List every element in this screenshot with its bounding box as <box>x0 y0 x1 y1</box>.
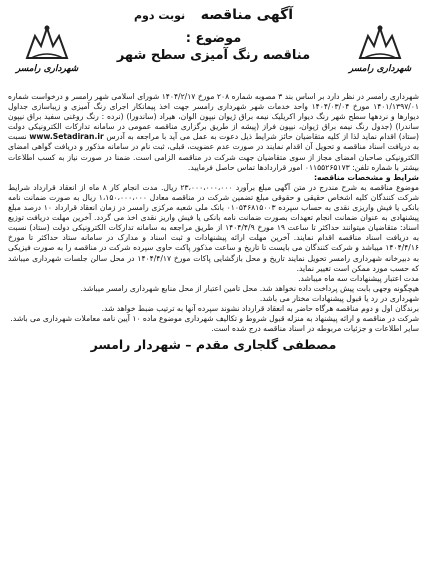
municipality-logo-right <box>341 22 419 82</box>
prepayment-paragraph: هیچگونه وجهی بابت پیش پرداخت داده نخواهد شد. محل تامین اعتبار از محل منابع شهرداری رامسر میباشد. <box>80 283 419 293</box>
validity-paragraph: مدت اعتبار پیشنهادات سه ماه میباشد. <box>298 273 419 283</box>
intro-text: شهرداری رامسر در نظر دارد بر اساس بند ۳ مصوبه شماره ۲۰۸ مورخ ۱۴۰۴/۲/۱۷ شورای اسلامی شهر رامسر و درخواست شماره ۱۴۰۱/۱۳۹۷/۰۱ مورخ ۱۴۰۴/۰۳/۰۴ واحد خدمات شهر شهرداری رامسر جهت اخذ پیمانکار اجرای رنگ آمیزی و زیباسازی جداول دیوارها و نردهها سطح شهر رنگ دیوار اکریلیک نیمه براق ژیوان نیپون الوان، هیراد (ساندورا) (نرده : رنگ روغنی سفید براق نیپون ساندرا) (جدول رنگ نیمه براق ژیوان، نیپون فراز (پیشه از طریق برگزاری مناقصه عمومی در سامانه تدارکات الکترونیکی دولت (ستاد) اقدام نماید لذا از کلیه متقاضیان حائز شرایط ذیل دعوت به عمل می آید با مراجعه به آدرس <box>8 92 420 142</box>
mayor-signature: مصطفی گلجاری مقدم – شهردار رامسر <box>90 337 337 353</box>
acceptance-paragraph: شرکت در مناقصه و ارائه پیشنهاد به منزله قبول شروط و تکالیف شهرداری موضوع ماده ۱۰ آیین نامه معاملات شهرداری می باشد. <box>10 314 419 324</box>
notice-round: نوبت دوم <box>133 9 186 22</box>
intro-text-continued: نسبت به دریافت اسناد مناقصه و تحویل آن اقدام نمایند در صورت عدم عضویت، قبلی، ثبت نام در سامانه مذکور و دریافت گواهی امضای الکترونیکی صاحبان امضای مجاز از سوی متقاضیان جهت شرکت در مناقصه الزامی است. ضمنا در صورت نیاز به کسب اطلاعات بیشتر با شماره تلفن: ۰۱۱۵۵۲۶۵۱۷۳ امور قراردادها تماس حاصل فرمایید. <box>8 132 419 172</box>
notice-title: آگهی مناقصه <box>200 7 294 23</box>
title-row <box>8 4 419 23</box>
forfeit-paragraph: برندگان اول و دوم مناقصه هرگاه حاضر به انعقاد قرارداد نشوند سپرده آنها به ترتیب ضبط خواهد شد. <box>101 303 419 313</box>
notice-header <box>8 4 419 92</box>
municipality-logo-text: شهرداری رامسر <box>15 64 79 74</box>
subject-title: مناقصه رنگ آمیزی سطح شهر <box>116 48 311 63</box>
municipality-emblem-icon <box>23 22 71 62</box>
setad-website-link[interactable]: www.Setadiran.ir <box>29 132 104 142</box>
conditions-paragraph: موضوع مناقصه به شرح مندرج در متن آگهی مبلغ برآورد ۲۳،۰۰۰،۰۰۰،۰۰۰ ریال. مدت انجام کار ۸ ماه از انعقاد قرارداد شرایط شرکت کنندگان کلیه اشخاص حقیقی و حقوقی مبلغ تضمین شرکت در مناقصه معادل ۱،۱۵۰،۰۰۰،۰۰۰ ریال به صورت ضمانت نامه بانکی یا فیش واریزی نقدی به حساب سپرده ۰۱۰۵۴۶۸۱۵۰۰۳ بانک ملی شعبه مرکزی رامسر در زمان انعقاد قرارداد ۱۰ درصد مبلغ پیشنهادی به عنوان ضمانت انجام تعهدات بصورت ضمانت نامه بانکی یا فیش واریز نقدی اخذ می گردد. آخرین مهلت دریافت توزیع اسناد: متقاضیان میتوانند حداکثر تا ساعت ۱۹ مورخ ۱۴۰۴/۴/۹ از طریق مراجعه به سامانه تدارکات الکترونیکی دولت (ستاد) نسبت به دریافت اسناد مناقصه اقدام نمایند. آخرین مهلت ارائه پیشنهادات و ثبت اسناد و مدارک در سامانه ستاد حداکثر تا مورخ ۱۴۰۴/۴/۱۶ میباشد و شرکت کنندگان می بایست تا تاریخ و ساعت مذکور پاکت حاوی سپرده شرکت در مناقصه را به صورت فیزیکی به دبیرخانه شهرداری رامسر تحویل نمایند تاریخ و محل بازگشایی پاکات مورخ ۱۴۰۴/۴/۱۷ در محل سالن جلسات شهرداری میباشد که حسب مورد ممکن است تغییر نماید. <box>8 182 420 273</box>
intro-paragraph <box>8 92 419 173</box>
subject-label: موضوع : <box>185 31 242 46</box>
details-paragraph: سایر اطلاعات و جزئیات مربوطه در اسناد مناقصه درج شده است. <box>211 324 419 334</box>
municipality-emblem-icon <box>356 22 404 62</box>
conditions-heading: شرایط و مشخصات مناقصه: <box>313 172 419 182</box>
rejection-paragraph: شهرداری در رد یا قبول پیشنهادات مختار می باشد. <box>259 293 419 303</box>
notice-body <box>8 92 420 353</box>
municipality-logo-text: شهرداری رامسر <box>348 64 412 74</box>
municipality-logo-left <box>8 22 86 82</box>
